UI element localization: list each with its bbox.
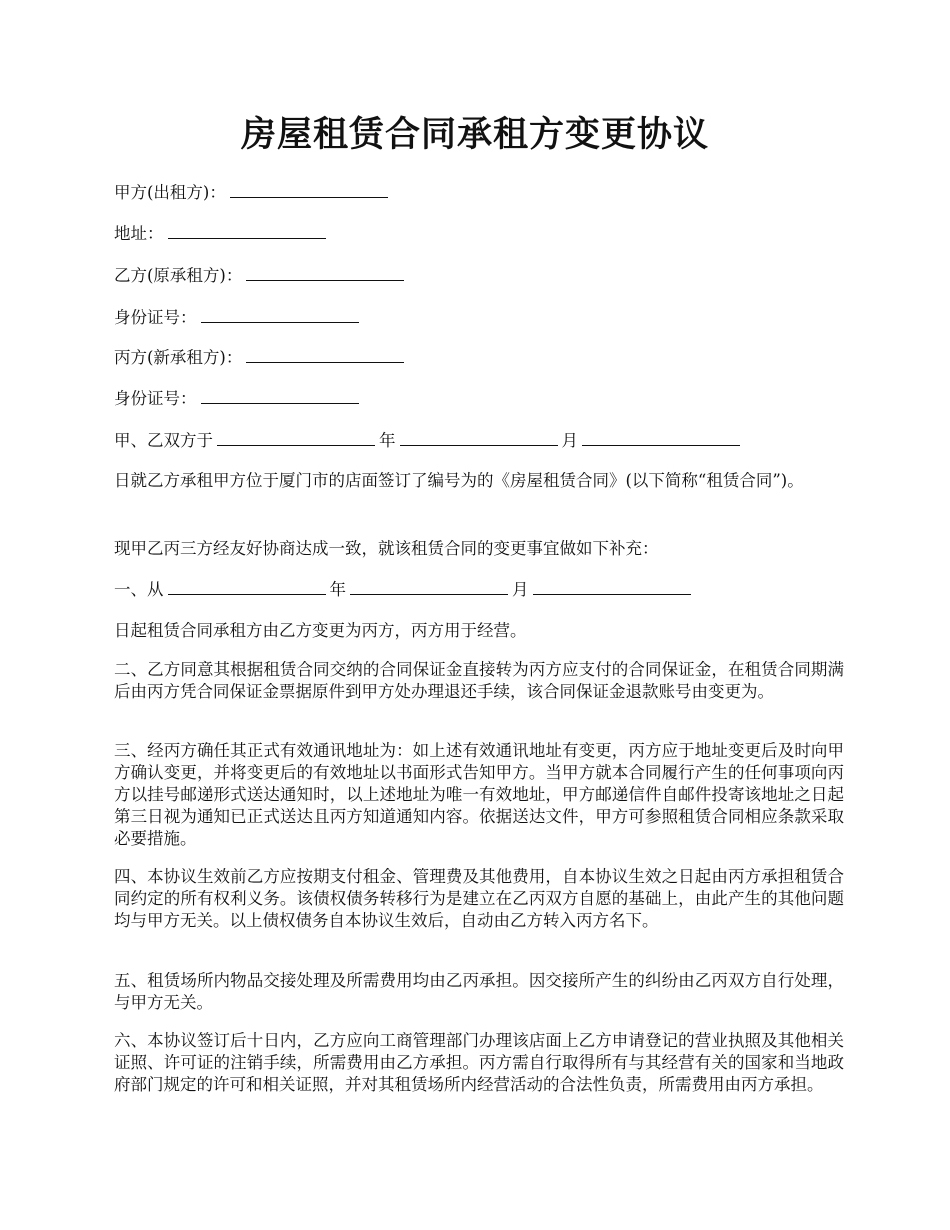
address-field	[114, 222, 330, 245]
party-c-field	[114, 346, 408, 369]
clause1-day-blank	[533, 578, 691, 595]
clause1-year-blank	[168, 578, 326, 595]
party-a-label: 甲方(出租方)：	[114, 183, 226, 202]
id-b-blank	[201, 306, 359, 323]
clause1-paragraph: 日起租赁合同承租方由乙方变更为丙方，丙方用于经营。	[114, 621, 527, 640]
date-year-blank	[217, 429, 375, 446]
party-b-blank	[246, 264, 404, 281]
party-b-field	[114, 264, 408, 287]
id-b-label: 身份证号：	[114, 308, 197, 327]
id-c-field	[114, 387, 363, 410]
address-label: 地址：	[114, 224, 164, 243]
party-b-label: 乙方(原承租方)：	[114, 266, 243, 285]
agreement-paragraph: 现甲乙丙三方经友好协商达成一致，就该租赁合同的变更事宜做如下补充：	[114, 539, 659, 558]
clause5-paragraph: 五、租赁场所内物品交接处理及所需费用均由乙丙承担。因交接所产生的纠纷由乙丙双方自行处理，与甲方无关。	[114, 971, 844, 1012]
clause3-paragraph: 三、经丙方确任其正式有效通讯地址为：如上述有效通讯地址有变更，丙方应于地址变更后及时向甲方确认变更，并将变更后的有效地址以书面形式告知甲方。当甲方就本合同履行产生的任何事项向丙方以挂号邮递形式送达通知时，以上述地址为唯一有效地址，甲方邮递信件自邮件投寄该地址之日起第三日视为通知已正式送达且丙方知道通知内容。依据送达文件，甲方可参照租赁合同相应条款采取必要措施。	[114, 741, 844, 848]
id-c-blank	[201, 387, 359, 404]
party-c-blank	[246, 346, 404, 363]
intro-paragraph: 日就乙方承租甲方位于厦门市的店面签订了编号为的《房屋租赁合同》(以下简称“租赁合同”)。	[114, 471, 804, 490]
date-year-label: 年	[379, 431, 396, 450]
id-b-field	[114, 306, 363, 329]
document-title: 房屋租赁合同承租方变更协议	[240, 114, 709, 155]
id-c-label: 身份证号：	[114, 389, 197, 408]
clause1-prefix: 一、从	[114, 580, 164, 599]
clause1-year-label: 年	[329, 580, 346, 599]
party-a-blank	[230, 181, 388, 198]
date-prefix: 甲、乙双方于	[114, 431, 213, 450]
date-line	[114, 429, 744, 452]
address-blank	[168, 222, 326, 239]
clause4-paragraph: 四、本协议生效前乙方应按期支付租金、管理费及其他费用，自本协议生效之日起由丙方承担租赁合同约定的所有权利义务。该债权债务转移行为是建立在乙丙双方自愿的基础上，由此产生的其他问题均与甲方无关。以上债权债务自本协议生效后，自动由乙方转入丙方名下。	[114, 867, 844, 930]
clause1-month-label: 月	[512, 580, 529, 599]
party-c-label: 丙方(新承租方)：	[114, 348, 243, 367]
clause1-month-blank	[350, 578, 508, 595]
party-a-field	[114, 181, 392, 204]
date-month-blank	[400, 429, 558, 446]
date-day-blank	[582, 429, 740, 446]
clause1-date-line	[114, 578, 695, 601]
clause6-paragraph: 六、本协议签订后十日内，乙方应向工商管理部门办理该店面上乙方申请登记的营业执照及其他相关证照、许可证的注销手续，所需费用由乙方承担。丙方需自行取得所有与其经营有关的国家和当地政府部门规定的许可和相关证照，并对其租赁场所内经营活动的合法性负责，所需费用由丙方承担。	[114, 1031, 844, 1094]
clause2-paragraph: 二、乙方同意其根据租赁合同交纳的合同保证金直接转为丙方应支付的合同保证金，在租赁合同期满后由丙方凭合同保证金票据原件到甲方处办理退还手续，该合同保证金退款账号由变更为。	[114, 660, 844, 701]
date-month-label: 月	[561, 431, 578, 450]
